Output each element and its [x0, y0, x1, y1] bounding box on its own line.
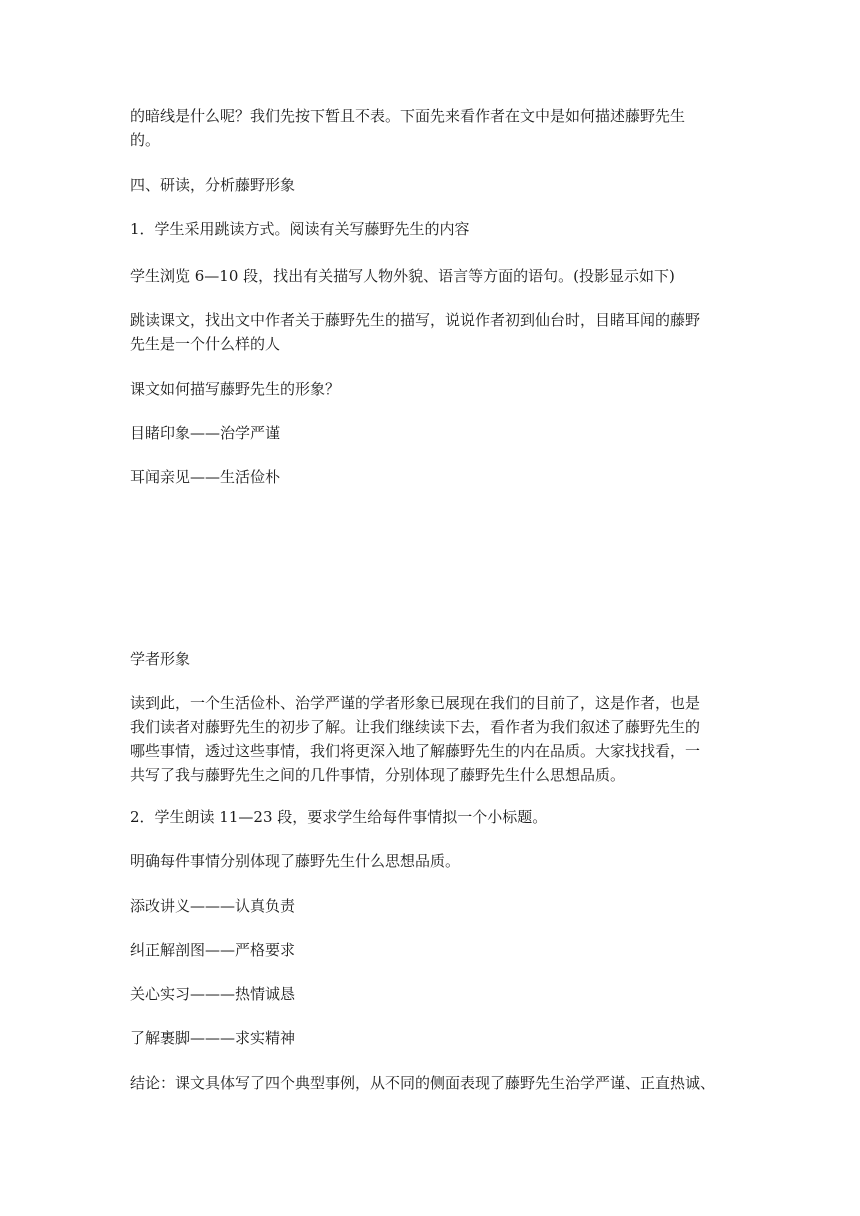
event-item-lecture-notes: [130, 894, 734, 918]
text-line: 先生是一个什么样的人: [130, 335, 281, 353]
paragraph-step-2: [130, 805, 734, 829]
text-line: 跳读课文，找出文中作者关于藤野先生的描写，说说作者初到仙台时，目睹耳闻的藤野: [130, 311, 701, 329]
paragraph-browse: [130, 264, 734, 288]
paragraph-intro-continuation: [130, 104, 734, 152]
event-item-foot-binding: [130, 1026, 734, 1050]
text-line: 耳闻亲见——生活俭朴: [130, 468, 281, 486]
paragraph-step-1: [130, 217, 734, 241]
text-line: 共写了我与藤野先生之间的几件事情，分别体现了藤野先生什么思想品质。: [130, 766, 626, 784]
paragraph-summary: [130, 691, 734, 787]
text-line: 课文如何描写藤野先生的形象？: [130, 380, 341, 398]
text-line: 添改讲义———认真负责: [130, 897, 296, 915]
paragraph-skim-question: [130, 308, 734, 356]
text-line: 结论：课文具体写了四个典型事例，从不同的侧面表现了藤野先生治学严谨、正直热诚、: [130, 1074, 716, 1092]
text-line: 1．学生采用跳读方式。阅读有关写藤野先生的内容: [130, 220, 470, 238]
paragraph-scholar-image: [130, 647, 734, 671]
text-line: 关心实习———热情诚恳: [130, 985, 296, 1003]
text-line: 哪些事情，透过这些事情，我们将更深入地了解藤野先生的内在品质。大家找找看，一: [130, 742, 701, 760]
text-line: 的。: [130, 131, 161, 149]
event-item-anatomy-drawing: [130, 938, 734, 962]
text-line: 了解裹脚———求实精神: [130, 1029, 296, 1047]
event-item-practice: [130, 982, 734, 1006]
paragraph-impression-heard: [130, 465, 734, 489]
paragraph-impression-seen: [130, 421, 734, 445]
text-line: 我们读者对藤野先生的初步了解。让我们继续读下去，看作者为我们叙述了藤野先生的: [130, 718, 701, 736]
text-line: 目睹印象——治学严谨: [130, 424, 281, 442]
text-line: 的暗线是什么呢？我们先按下暂且不表。下面先来看作者在文中是如何描述藤野先生: [130, 107, 686, 125]
text-line: 明确每件事情分别体现了藤野先生什么思想品质。: [130, 852, 461, 870]
text-line: 学生浏览 6—10 段，找出有关描写人物外貌、语言等方面的语句。(投影显示如下): [130, 267, 675, 285]
text-line: 读到此，一个生活俭朴、治学严谨的学者形象已展现在我们的目前了，这是作者，也是: [130, 694, 701, 712]
text-line: 纠正解剖图——严格要求: [130, 941, 296, 959]
paragraph-image-question: [130, 377, 734, 401]
text-line: 四、研读，分析藤野形象: [130, 176, 296, 194]
paragraph-conclusion: [130, 1071, 734, 1095]
text-line: 2．学生朗读 11—23 段，要求学生给每件事情拟一个小标题。: [130, 808, 548, 826]
paragraph-clarify: [130, 849, 734, 873]
text-line: 学者形象: [130, 650, 191, 668]
section-heading-analysis: [130, 173, 734, 197]
